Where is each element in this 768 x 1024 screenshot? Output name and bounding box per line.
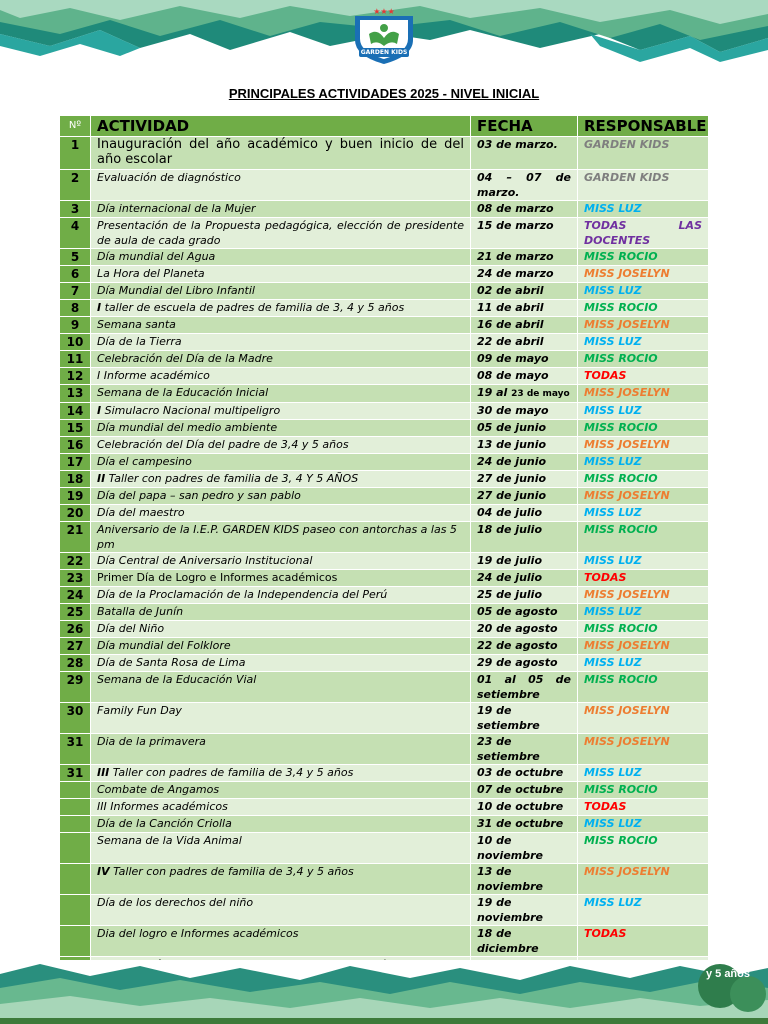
row-number: 12	[60, 368, 91, 385]
responsible-cell: MISS LUZ	[578, 553, 709, 570]
table-row	[60, 703, 709, 734]
date-text: 23 de setiembre	[477, 735, 540, 763]
row-number: 16	[60, 437, 91, 454]
responsible-cell: MISS JOSELYN	[578, 437, 709, 454]
activity-text: Dia de la primavera	[97, 735, 206, 748]
row-number	[60, 816, 91, 833]
activity-cell	[91, 672, 471, 703]
activity-text: Taller con padres de familia de 3,4 y 5 años	[109, 766, 354, 779]
date-cell	[471, 553, 578, 570]
school-logo	[347, 4, 421, 66]
row-number: 21	[60, 522, 91, 553]
responsible-cell: MISS LUZ	[578, 655, 709, 672]
column-header-activity: ACTIVIDAD	[91, 116, 471, 137]
activity-cell	[91, 283, 471, 300]
table-row	[60, 201, 709, 218]
row-number: 25	[60, 604, 91, 621]
activity-cell	[91, 505, 471, 522]
activity-text: Combate de Angamos	[97, 783, 220, 796]
responsible-cell: MISS JOSELYN	[578, 638, 709, 655]
date-text: 24 de marzo	[477, 267, 554, 280]
responsible-cell: MISS LUZ	[578, 201, 709, 218]
activity-text: Semana de la Educación Inicial	[97, 386, 269, 399]
date-cell	[471, 734, 578, 765]
row-number: 18	[60, 471, 91, 488]
activity-ordinal: I	[97, 301, 102, 314]
activity-cell	[91, 864, 471, 895]
date-text: 16 de abril	[477, 318, 544, 331]
responsible-cell: MISS ROCIO	[578, 249, 709, 266]
date-text: 30 de mayo	[477, 404, 549, 417]
date-text: 02 de abril	[477, 284, 544, 297]
table-row	[60, 334, 709, 351]
activity-ordinal: I	[97, 404, 102, 417]
date-cell	[471, 266, 578, 283]
date-cell	[471, 137, 578, 170]
activity-cell	[91, 218, 471, 249]
activity-cell	[91, 300, 471, 317]
activity-cell	[91, 833, 471, 864]
date-cell	[471, 471, 578, 488]
table-row	[60, 621, 709, 638]
row-number	[60, 833, 91, 864]
activity-ordinal: III	[97, 766, 110, 779]
date-text: 10 de octubre	[477, 800, 564, 813]
date-cell	[471, 782, 578, 799]
activity-cell	[91, 403, 471, 420]
row-number: 4	[60, 218, 91, 249]
row-number: 13	[60, 385, 91, 403]
activity-text: Día el campesino	[97, 455, 192, 468]
row-number: 11	[60, 351, 91, 368]
date-cell	[471, 621, 578, 638]
date-text: 03 de marzo.	[477, 138, 558, 151]
activity-cell	[91, 266, 471, 283]
date-text: 19 de noviembre	[477, 896, 544, 924]
date-cell	[471, 816, 578, 833]
date-cell	[471, 170, 578, 201]
activity-text: Batalla de Junín	[97, 605, 184, 618]
activity-text: Día de la Proclamación de la Independencia del Perú	[97, 588, 388, 601]
table-row	[60, 351, 709, 368]
table-row	[60, 385, 709, 403]
date-text: 29 de agosto	[477, 656, 558, 669]
activity-text: Aniversario de la I.E.P. GARDEN KIDS paseo con antorchas a las 5 pm	[97, 523, 457, 551]
activity-cell	[91, 201, 471, 218]
activity-text: Día de la Canción Criolla	[97, 817, 232, 830]
activity-cell	[91, 638, 471, 655]
date-cell	[471, 351, 578, 368]
responsible-cell: MISS LUZ	[578, 816, 709, 833]
activities-table	[59, 115, 709, 1019]
responsible-cell: MISS LUZ	[578, 765, 709, 782]
activity-cell	[91, 471, 471, 488]
date-cell	[471, 604, 578, 621]
activity-cell	[91, 334, 471, 351]
top-banner	[0, 0, 768, 70]
activity-cell	[91, 816, 471, 833]
row-number: 20	[60, 505, 91, 522]
row-number	[60, 799, 91, 816]
responsible-cell: MISS JOSELYN	[578, 703, 709, 734]
row-number	[60, 895, 91, 926]
row-number: 2	[60, 170, 91, 201]
footer-corner-text: y 5 años	[705, 968, 750, 980]
date-text: 22 de abril	[477, 335, 544, 348]
activity-cell	[91, 926, 471, 957]
date-cell	[471, 334, 578, 351]
date-text: 04 de julio	[477, 506, 543, 519]
responsible-cell: MISS LUZ	[578, 334, 709, 351]
date-cell	[471, 249, 578, 266]
activity-text: Presentación de la Propuesta pedagógica, elección de presidente de aula de cada grado	[97, 219, 464, 247]
row-number	[60, 926, 91, 957]
responsible-cell: MISS ROCIO	[578, 300, 709, 317]
table-row	[60, 553, 709, 570]
table-row	[60, 471, 709, 488]
date-text: 01 al 05 de setiembre	[477, 673, 571, 701]
table-row	[60, 799, 709, 816]
row-number: 27	[60, 638, 91, 655]
date-text: 08 de marzo	[477, 202, 554, 215]
date-text: 19 de setiembre	[477, 704, 540, 732]
responsible-cell: TODAS	[578, 570, 709, 587]
row-number: 26	[60, 621, 91, 638]
row-number: 22	[60, 553, 91, 570]
logo-text: GARDEN KIDS	[360, 49, 408, 56]
date-cell	[471, 864, 578, 895]
activity-cell	[91, 249, 471, 266]
activity-text: La Hora del Planeta	[97, 267, 205, 280]
table-row	[60, 587, 709, 604]
activity-text: Día Central de Aniversario Institucional	[97, 554, 313, 567]
table-row	[60, 266, 709, 283]
table-row	[60, 170, 709, 201]
date-text: 22 de agosto	[477, 639, 558, 652]
activity-text: Taller con padres de familia de 3,4 y 5 años	[109, 865, 354, 878]
date-cell	[471, 926, 578, 957]
activity-text: Día Mundial del Libro Infantil	[97, 284, 255, 297]
responsible-cell: MISS JOSELYN	[578, 488, 709, 505]
row-number: 9	[60, 317, 91, 334]
row-number: 3	[60, 201, 91, 218]
table-row	[60, 437, 709, 454]
date-text: 31 de octubre	[477, 817, 564, 830]
responsible-cell: GARDEN KIDS	[578, 170, 709, 201]
date-cell	[471, 437, 578, 454]
date-cell	[471, 703, 578, 734]
date-text: 04 – 07 de marzo.	[477, 171, 571, 199]
activity-cell	[91, 604, 471, 621]
table-row	[60, 137, 709, 170]
row-number: 7	[60, 283, 91, 300]
activity-text: taller de escuela de padres de familia de 3, 4 y 5 años	[101, 301, 405, 314]
table-row	[60, 765, 709, 782]
activity-cell	[91, 734, 471, 765]
activity-text: Día mundial del Agua	[97, 250, 216, 263]
activity-cell	[91, 420, 471, 437]
responsible-cell: MISS ROCIO	[578, 420, 709, 437]
table-row	[60, 420, 709, 437]
bottom-banner	[0, 960, 768, 1024]
date-cell	[471, 201, 578, 218]
table-row	[60, 895, 709, 926]
activity-cell	[91, 137, 471, 170]
date-cell	[471, 420, 578, 437]
column-header-date: FECHA	[471, 116, 578, 137]
row-number: 8	[60, 300, 91, 317]
date-cell	[471, 895, 578, 926]
date-cell	[471, 672, 578, 703]
responsible-cell: MISS LUZ	[578, 895, 709, 926]
date-text: 18 de diciembre	[477, 927, 539, 955]
date-text: 19 al	[477, 386, 512, 399]
activity-text: Día del Niño	[97, 622, 165, 635]
activity-cell	[91, 351, 471, 368]
responsible-cell: MISS JOSELYN	[578, 385, 709, 403]
responsible-cell: MISS LUZ	[578, 454, 709, 471]
activity-cell	[91, 703, 471, 734]
activity-ordinal: IV	[97, 865, 110, 878]
activity-cell	[91, 782, 471, 799]
activity-cell	[91, 655, 471, 672]
table-row	[60, 734, 709, 765]
table-row	[60, 638, 709, 655]
activity-text: Día internacional de la Mujer	[97, 202, 256, 215]
date-cell	[471, 317, 578, 334]
responsible-cell: MISS ROCIO	[578, 782, 709, 799]
activity-cell	[91, 765, 471, 782]
row-number: 29	[60, 672, 91, 703]
date-text: 11 de abril	[477, 301, 544, 314]
table-row	[60, 283, 709, 300]
row-number: 17	[60, 454, 91, 471]
activity-text: Día mundial del Folklore	[97, 639, 231, 652]
activity-text: Semana santa	[97, 318, 176, 331]
row-number: 15	[60, 420, 91, 437]
responsible-cell: MISS JOSELYN	[578, 734, 709, 765]
table-row	[60, 522, 709, 553]
table-row	[60, 816, 709, 833]
date-text-end: 23 de mayo	[511, 389, 570, 399]
table-row	[60, 570, 709, 587]
table-row	[60, 672, 709, 703]
activity-text: Día del maestro	[97, 506, 185, 519]
date-cell	[471, 638, 578, 655]
activity-cell	[91, 587, 471, 604]
date-cell	[471, 655, 578, 672]
table-row	[60, 368, 709, 385]
table-row	[60, 505, 709, 522]
date-text: 09 de mayo	[477, 352, 549, 365]
activity-text: Dia del logro e Informes académicos	[97, 927, 299, 940]
row-number: 24	[60, 587, 91, 604]
responsible-cell: TODAS	[578, 926, 709, 957]
date-cell	[471, 218, 578, 249]
row-number: 14	[60, 403, 91, 420]
date-cell	[471, 300, 578, 317]
column-header-number: Nº	[60, 116, 91, 137]
activity-text: Celebración del Día del padre de 3,4 y 5 años	[97, 438, 349, 451]
column-header-responsible: RESPONSABLE	[578, 116, 709, 137]
date-cell	[471, 522, 578, 553]
date-text: 07 de octubre	[477, 783, 564, 796]
activity-text: Día de los derechos del niño	[97, 896, 254, 909]
table-row	[60, 864, 709, 895]
responsible-cell: MISS ROCIO	[578, 351, 709, 368]
responsible-cell: MISS JOSELYN	[578, 864, 709, 895]
date-text: 24 de junio	[477, 455, 547, 468]
activity-text: Simulacro Nacional multipeligro	[101, 404, 281, 417]
activity-text: Semana de la Educación Vial	[97, 673, 257, 686]
row-number: 28	[60, 655, 91, 672]
row-number: 1	[60, 137, 91, 170]
date-cell	[471, 283, 578, 300]
date-text: 20 de agosto	[477, 622, 558, 635]
date-text: 13 de noviembre	[477, 865, 544, 893]
date-text: 08 de mayo	[477, 369, 549, 382]
activity-text: I Informe académico	[97, 369, 210, 382]
table-body	[60, 137, 709, 1019]
date-cell	[471, 368, 578, 385]
responsible-cell: MISS LUZ	[578, 283, 709, 300]
date-text: 25 de julio	[477, 588, 543, 601]
date-text: 15 de marzo	[477, 219, 554, 232]
row-number	[60, 864, 91, 895]
table-row	[60, 249, 709, 266]
responsible-cell: TODAS	[578, 368, 709, 385]
responsible-cell: GARDEN KIDS	[578, 137, 709, 170]
date-cell	[471, 488, 578, 505]
date-cell	[471, 505, 578, 522]
activity-cell	[91, 170, 471, 201]
date-text: 10 de noviembre	[477, 834, 544, 862]
row-number: 10	[60, 334, 91, 351]
activity-text: Family Fun Day	[97, 704, 182, 717]
activity-text: Taller con padres de familia de 3, 4 Y 5 AÑOS	[105, 472, 359, 485]
activity-cell	[91, 385, 471, 403]
table-row	[60, 833, 709, 864]
activity-cell	[91, 522, 471, 553]
table-header-row	[60, 116, 709, 137]
date-cell	[471, 799, 578, 816]
activity-text: Día mundial del medio ambiente	[97, 421, 278, 434]
activity-cell	[91, 488, 471, 505]
row-number: 5	[60, 249, 91, 266]
date-cell	[471, 587, 578, 604]
svg-text:★★★: ★★★	[373, 7, 395, 16]
row-number: 31	[60, 765, 91, 782]
table-row	[60, 782, 709, 799]
table-row	[60, 317, 709, 334]
date-cell	[471, 833, 578, 864]
activity-cell	[91, 570, 471, 587]
row-number: 30	[60, 703, 91, 734]
responsible-cell: MISS LUZ	[578, 505, 709, 522]
table-row	[60, 926, 709, 957]
activity-text: Primer Día de Logro e Informes académicos	[97, 571, 338, 584]
date-text: 05 de junio	[477, 421, 547, 434]
date-text: 18 de julio	[477, 523, 543, 536]
activity-cell	[91, 454, 471, 471]
responsible-cell: MISS ROCIO	[578, 833, 709, 864]
date-text: 05 de agosto	[477, 605, 558, 618]
date-text: 03 de octubre	[477, 766, 564, 779]
responsible-cell: MISS ROCIO	[578, 672, 709, 703]
row-number: 19	[60, 488, 91, 505]
responsible-cell: TODAS LAS DOCENTES	[578, 218, 709, 249]
date-text: 13 de junio	[477, 438, 547, 451]
table-row	[60, 454, 709, 471]
activity-text: Evaluación de diagnóstico	[97, 171, 241, 184]
responsible-cell: MISS LUZ	[578, 403, 709, 420]
activity-cell	[91, 368, 471, 385]
date-cell	[471, 385, 578, 403]
responsible-cell: MISS ROCIO	[578, 471, 709, 488]
bottom-banner-graphic	[0, 960, 768, 1024]
table-row	[60, 604, 709, 621]
table-row	[60, 300, 709, 317]
activity-text: Semana de la Vida Animal	[97, 834, 242, 847]
responsible-cell: MISS JOSELYN	[578, 587, 709, 604]
table-row	[60, 488, 709, 505]
activity-cell	[91, 437, 471, 454]
date-cell	[471, 454, 578, 471]
activity-cell	[91, 621, 471, 638]
activity-cell	[91, 799, 471, 816]
row-number	[60, 782, 91, 799]
activity-text: Día de Santa Rosa de Lima	[97, 656, 246, 669]
activity-text: Día del papa – san pedro y san pablo	[97, 489, 301, 502]
activity-text: Día de la Tierra	[97, 335, 182, 348]
activity-cell	[91, 895, 471, 926]
date-cell	[471, 765, 578, 782]
row-number: 6	[60, 266, 91, 283]
responsible-cell: MISS JOSELYN	[578, 317, 709, 334]
responsible-cell: MISS ROCIO	[578, 522, 709, 553]
date-text: 27 de junio	[477, 472, 547, 485]
activity-cell	[91, 553, 471, 570]
date-cell	[471, 403, 578, 420]
date-cell	[471, 570, 578, 587]
date-text: 21 de marzo	[477, 250, 554, 263]
row-number: 23	[60, 570, 91, 587]
activity-ordinal: II	[97, 472, 106, 485]
date-text: 19 de julio	[477, 554, 543, 567]
activity-text: III Informes académicos	[97, 800, 228, 813]
table-row	[60, 655, 709, 672]
row-number: 31	[60, 734, 91, 765]
responsible-cell: MISS ROCIO	[578, 621, 709, 638]
page-title: PRINCIPALES ACTIVIDADES 2025 - NIVEL INICIAL	[228, 86, 540, 101]
activity-text: Celebración del Día de la Madre	[97, 352, 273, 365]
activity-cell	[91, 317, 471, 334]
date-text: 27 de junio	[477, 489, 547, 502]
responsible-cell: TODAS	[578, 799, 709, 816]
responsible-cell: MISS LUZ	[578, 604, 709, 621]
table-row	[60, 403, 709, 420]
responsible-cell: MISS JOSELYN	[578, 266, 709, 283]
table-row	[60, 218, 709, 249]
activity-text: Inauguración del año académico y buen inicio de del año escolar	[97, 137, 464, 167]
date-text: 24 de julio	[477, 571, 543, 584]
